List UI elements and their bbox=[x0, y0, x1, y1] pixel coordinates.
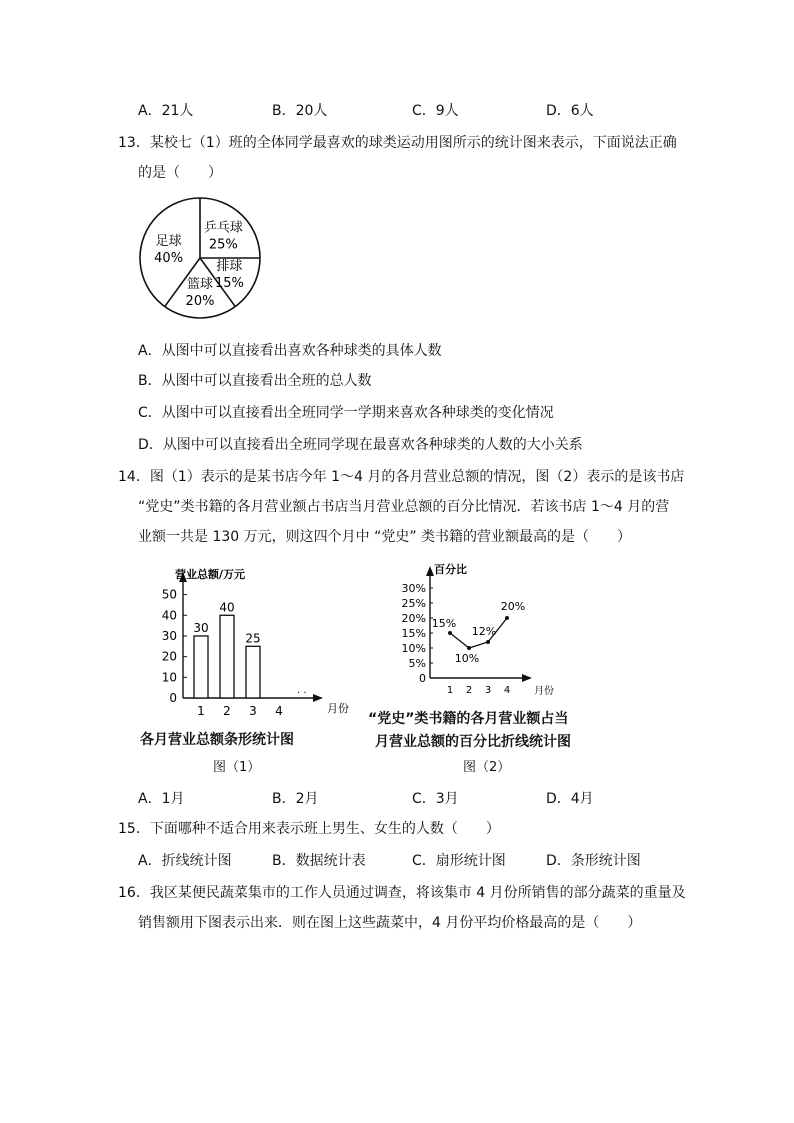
q12-option-a: A．21人 bbox=[138, 103, 194, 119]
x-axis-arrow bbox=[522, 674, 532, 682]
q16-stem-line2: 销售额用下图表示出来．则在图上这些蔬菜中，4 月份平均价格最高的是（ ） bbox=[138, 915, 642, 931]
bar bbox=[220, 615, 234, 698]
bar-chart bbox=[145, 562, 349, 722]
bar-value-label: 25 bbox=[245, 631, 261, 646]
q13-option-d: D．从图中可以直接看出全班同学现在最喜欢各种球类的人数的大小关系 bbox=[138, 437, 583, 453]
y-axis-title: 营业总额/万元 bbox=[175, 568, 246, 581]
q14-option-c: C．3月 bbox=[412, 791, 459, 807]
data-point-label: 10% bbox=[454, 652, 480, 665]
x-tick-label: 4 bbox=[503, 685, 511, 696]
q13-option-c: C．从图中可以直接看出全班同学一学期来喜欢各种球类的变化情况 bbox=[138, 405, 554, 421]
q14-option-d: D．4月 bbox=[546, 791, 594, 807]
x-axis-title: 月份 bbox=[327, 702, 349, 715]
y-tick-label: 20 bbox=[161, 649, 177, 664]
q13-stem-line1: 13．某校七（1）班的全体同学最喜欢的球类运动用图所示的统计图来表示，下面说法正确 bbox=[118, 135, 677, 151]
pie-category-label: 篮球 bbox=[186, 277, 214, 292]
x-axis-title: 月份 bbox=[534, 686, 554, 697]
x-tick-label: 2 bbox=[223, 704, 231, 718]
y-tick-label: 20% bbox=[401, 612, 426, 625]
x-tick-label: 3 bbox=[484, 685, 492, 696]
data-point-label: 15% bbox=[431, 617, 457, 630]
q14-stem-line2: “党史”类书籍的各月营业额占书店当月营业总额的百分比情况．若该书店 1～4 月的营 bbox=[138, 499, 670, 515]
y-tick-label: 30 bbox=[161, 628, 177, 643]
q14-stem-line3: 业额一共是 130 万元，则这四个月中 “党史” 类书籍的营业额最高的是（ ） bbox=[138, 529, 632, 545]
q14-stem-line1: 14．图（1）表示的是某书店今年 1～4 月的各月营业总额的情况，图（2）表示的是该书店 bbox=[118, 469, 685, 485]
q15-option-d: D．条形统计图 bbox=[546, 853, 641, 869]
data-point bbox=[448, 631, 452, 635]
pie-percent-label: 25% bbox=[208, 237, 238, 253]
pie-category-label: 乒乓球 bbox=[203, 220, 243, 236]
line-chart bbox=[380, 562, 580, 702]
pie-category-label: 排球 bbox=[216, 258, 243, 274]
x-tick-label: 1 bbox=[446, 685, 454, 696]
data-point bbox=[505, 616, 509, 620]
q13-stem-line2: 的是（ ） bbox=[138, 165, 222, 181]
q13-option-b: B．从图中可以直接看出全班的总人数 bbox=[138, 373, 372, 389]
pie-percent-label: 20% bbox=[185, 294, 215, 309]
pie-category-label: 足球 bbox=[155, 233, 182, 249]
data-point bbox=[486, 640, 490, 644]
q12-option-b: B．20人 bbox=[272, 103, 328, 119]
q12-option-d: D．6人 bbox=[546, 103, 594, 119]
x-tick-label: 4 bbox=[275, 704, 283, 718]
data-point-label: 12% bbox=[471, 625, 497, 638]
q15-option-b: B．数据统计表 bbox=[272, 853, 366, 869]
y-tick-label: 0 bbox=[169, 691, 177, 705]
q15-option-a: A．折线统计图 bbox=[138, 853, 232, 869]
fig2-caption-line2: 月营业总额的百分比折线统计图 bbox=[375, 734, 571, 750]
data-point bbox=[467, 646, 471, 650]
x-tick-label: 2 bbox=[465, 685, 473, 696]
fig2-label: 图（2） bbox=[463, 760, 511, 775]
fig1-caption: 各月营业总额条形统计图 bbox=[140, 732, 294, 748]
q12-option-c: C．9人 bbox=[412, 103, 459, 119]
y-tick-label: 10% bbox=[401, 642, 426, 655]
y-tick-label: 50 bbox=[161, 587, 177, 602]
y-tick-label: 25% bbox=[401, 597, 426, 610]
pie-percent-label: 40% bbox=[154, 250, 184, 266]
pie-chart bbox=[138, 196, 268, 326]
q14-option-b: B．2月 bbox=[272, 791, 319, 807]
pie-percent-label: 15% bbox=[214, 275, 244, 291]
y-tick-label: 15% bbox=[401, 627, 426, 640]
bar bbox=[246, 646, 260, 698]
x-axis-arrow bbox=[313, 694, 323, 702]
axis-dots: · · bbox=[297, 688, 307, 699]
q16-stem-line1: 16．我区某便民蔬菜集市的工作人员通过调查，将该集市 4 月份所销售的部分蔬菜的重量及 bbox=[118, 885, 686, 901]
bar-value-label: 40 bbox=[219, 600, 235, 615]
data-point-label: 20% bbox=[500, 600, 526, 613]
x-tick-label: 1 bbox=[197, 704, 205, 718]
y-axis-title: 百分比 bbox=[434, 563, 467, 576]
y-tick-label: 40 bbox=[161, 608, 177, 623]
y-tick-label: 30% bbox=[401, 582, 426, 595]
bar bbox=[194, 636, 208, 698]
y-tick-label: 10 bbox=[161, 670, 177, 685]
x-tick-label: 3 bbox=[249, 704, 257, 718]
y-tick-label: 0 bbox=[419, 672, 426, 685]
q15-option-c: C．扇形统计图 bbox=[412, 853, 506, 869]
q14-option-a: A．1月 bbox=[138, 791, 185, 807]
y-tick-label: 5% bbox=[408, 657, 426, 670]
q13-option-a: A．从图中可以直接看出喜欢各种球类的具体人数 bbox=[138, 343, 442, 359]
q15-stem: 15．下面哪种不适合用来表示班上男生、女生的人数（ ） bbox=[118, 821, 500, 837]
fig1-label: 图（1） bbox=[213, 760, 261, 775]
fig2-caption-line1: “党史”类书籍的各月营业额占当 bbox=[368, 711, 569, 727]
bar-value-label: 30 bbox=[193, 620, 209, 635]
y-axis-arrow bbox=[426, 566, 434, 576]
